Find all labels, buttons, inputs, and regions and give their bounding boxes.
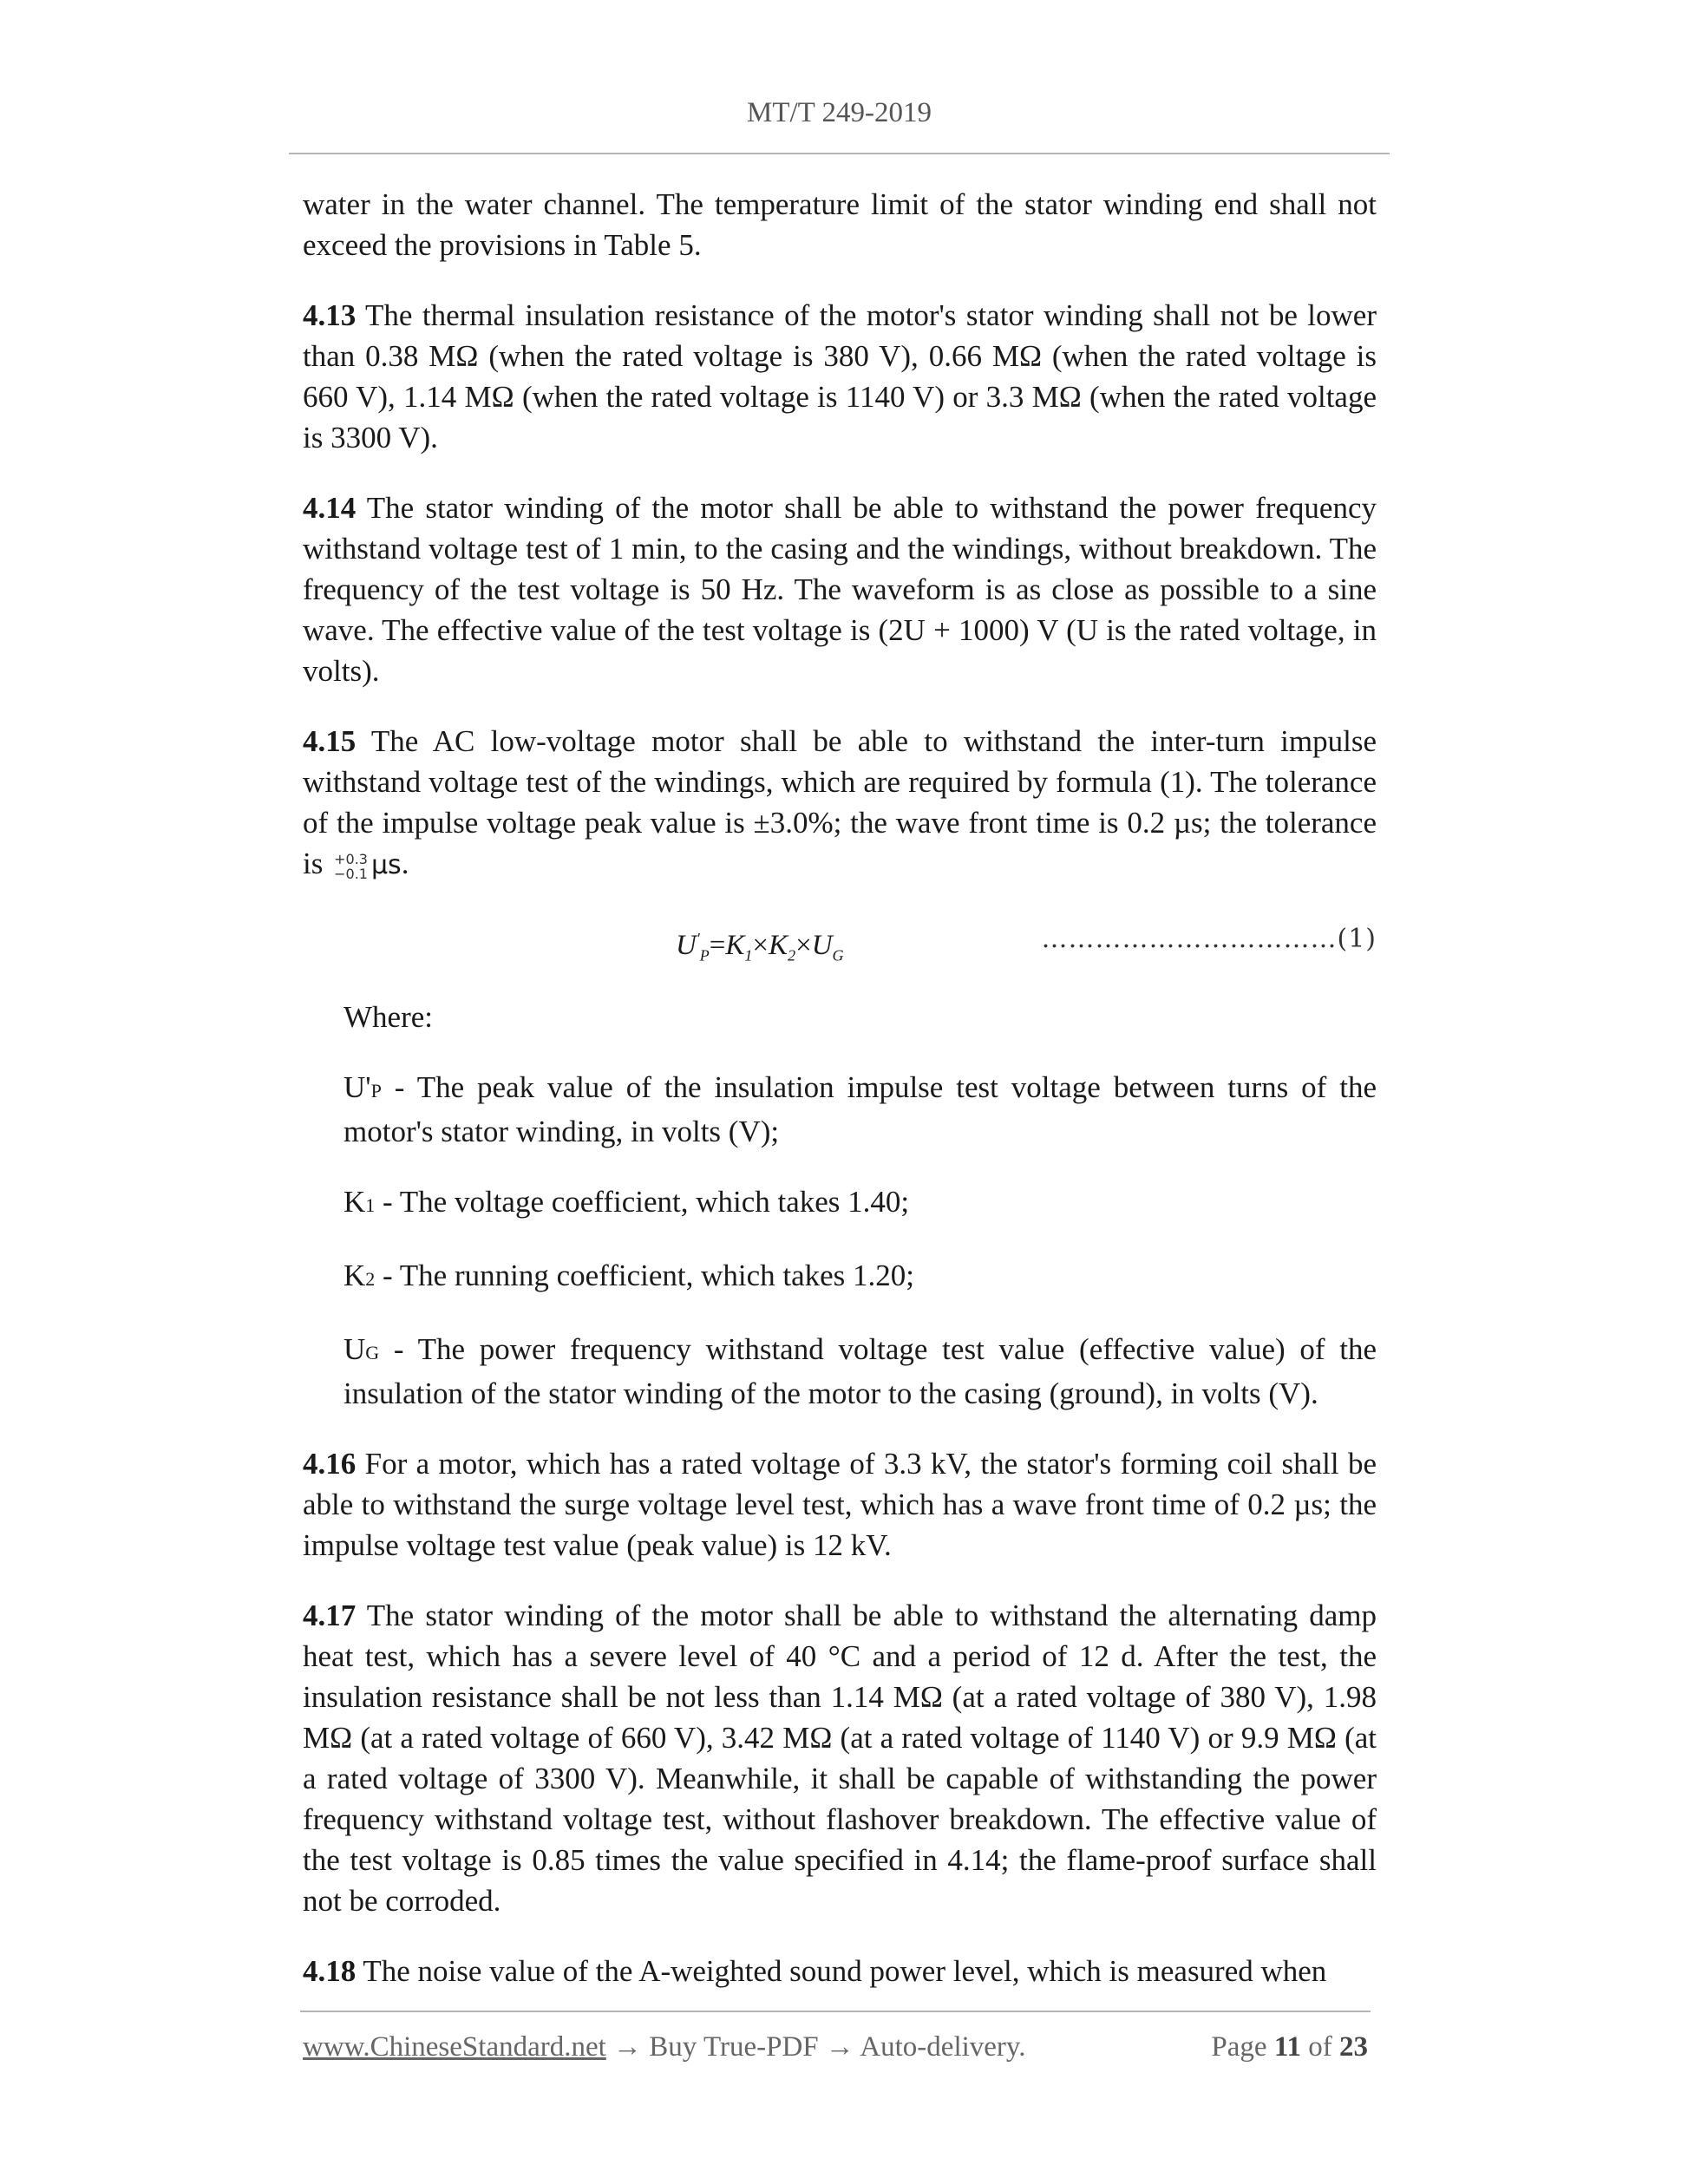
clause-text: The noise value of the A-weighted sound power level, which is measured when [356, 1954, 1327, 1988]
clause-4-17 [303, 1595, 1377, 1921]
formula-symbol: U [811, 930, 833, 961]
tolerance-unit: μs [370, 850, 402, 880]
tolerance-upper: +0.3 [334, 850, 368, 867]
clause-number: 4.17 [303, 1599, 357, 1632]
formula-1 [303, 915, 1377, 967]
definition-subscript: G [365, 1342, 380, 1363]
clause-4-14 [303, 487, 1377, 691]
clause-text: For a motor, which has a rated voltage of 3.3 kV, the stator's forming coil shall be able to withstand the surge voltage level test, which has a wave front time of 0.2 µs; the impulse voltage test value (peak value) is 12 kV. [303, 1447, 1377, 1562]
definition-subscript: P [370, 1080, 382, 1102]
site-link[interactable]: www.ChineseStandard.net [303, 2031, 606, 2063]
formula-operator: = [709, 930, 726, 961]
definition-symbol: U' [343, 1070, 371, 1104]
definition-symbol: K [343, 1259, 366, 1292]
definition-text: - The peak value of the insulation impulse test voltage between turns of the motor's stator winding, in volts (V); [343, 1070, 1377, 1148]
page-indicator [1211, 2031, 1368, 2063]
formula-operator: × [752, 930, 769, 961]
definition-text: - The power frequency withstand voltage test value (effective value) of the insulation of the stator winding of the motor to the casing (ground), in volts (V). [343, 1332, 1377, 1410]
of-label: of [1301, 2031, 1339, 2063]
clause-text: The AC low-voltage motor shall be able to withstand the inter-turn impulse withstand voltage test of the windings, which are required by formula (1). The tolerance of the impulse voltage peak value is ±3.0%; the wave front time is 0.2 µs; the tolerance is [303, 724, 1377, 880]
footer-links [303, 2031, 1026, 2063]
page-total: 23 [1339, 2031, 1368, 2063]
definition-symbol: U [343, 1332, 366, 1366]
clause-number: 4.14 [303, 491, 357, 525]
formula-reference: ……………………………(1) [1041, 924, 1377, 954]
clause-4-18 [303, 1951, 1377, 1991]
formula-symbol: U [676, 930, 697, 961]
page-number: 11 [1273, 2031, 1301, 2063]
formula-subscript: 2 [788, 946, 796, 964]
clause-text: The thermal insulation resistance of the motor's stator winding shall not be lower than 0.38 MΩ (when the rated voltage is 380 V), 0.66 MΩ (when the rated voltage is 660 V), 1.14 MΩ (when the rated voltage is 1140 V) or 3.3 MΩ (when the rated voltage is 3300 V). [303, 298, 1377, 454]
clause-4-13 [303, 295, 1377, 458]
definition-subscript: 2 [365, 1268, 376, 1290]
clause-4-15 [303, 721, 1377, 886]
formula-operator: × [795, 930, 812, 961]
page-header: MT/T 249-2019 [747, 97, 932, 128]
clause-4-16 [303, 1443, 1377, 1566]
definition-item [303, 1255, 1377, 1299]
where-label: Where: [343, 1000, 433, 1034]
formula-prime: ′ [696, 930, 700, 947]
clause-end: . [401, 847, 409, 880]
formula-expression [676, 919, 844, 977]
formula-subscript: 1 [744, 946, 753, 964]
clause-number: 4.13 [303, 298, 357, 332]
definition-text: - The running coefficient, which takes 1.20; [375, 1259, 915, 1292]
formula-subscript: P [699, 946, 710, 964]
definition-symbol: K [343, 1185, 366, 1219]
clause-text: The stator winding of the motor shall be able to withstand the power frequency withstand voltage test of 1 min, to the casing and the windings, without breakdown. The frequency of the test voltage is 50 Hz. The waveform is as close as possible to a sine wave. The effective value of the test voltage is (2U + 1000) V (U is the rated voltage, in volts). [303, 491, 1377, 688]
clause-number: 4.15 [303, 724, 357, 758]
page-label: Page [1211, 2031, 1274, 2063]
formula-subscript: G [832, 946, 844, 964]
paragraph-text: water in the water channel. The temperature limit of the stator winding end shall not exceed the provisions in Table 5. [303, 187, 1377, 262]
definition-text: - The voltage coefficient, which takes 1.40; [375, 1185, 910, 1219]
tolerance-stack [334, 852, 368, 881]
tolerance-lower: −0.1 [334, 865, 368, 882]
definition-subscript: 1 [365, 1194, 376, 1216]
footer-divider [300, 2011, 1371, 2012]
formula-symbol: K [769, 930, 788, 961]
definition-item [303, 1181, 1377, 1226]
formula-symbol: K [725, 930, 745, 961]
clause-text: The stator winding of the motor shall be able to withstand the alternating damp heat test, which has a severe level of 40 °C and a period of 12 d. After the test, the insulation resistance shall be not less than 1.14 MΩ (at a rated voltage of 380 V), 1.98 MΩ (at a rated voltage of 660 V), 3.42 MΩ (at a rated voltage of 1140 V) or 9.9 MΩ (at a rated voltage of 3300 V). Meanwhile, it shall be capable of withstanding the power frequency withstand voltage test, without flashover breakdown. The effective value of the test voltage is 0.85 times the value specified in 4.14; the flame-proof surface shall not be corroded. [303, 1599, 1377, 1918]
header-divider [289, 153, 1390, 154]
paragraph-continuation [303, 184, 1377, 265]
clause-number: 4.18 [303, 1954, 357, 1988]
definition-item [303, 1067, 1377, 1152]
document-body [303, 184, 1377, 2021]
clause-number: 4.16 [303, 1447, 357, 1481]
footer-tagline: → Buy True-PDF → Auto-delivery. [605, 2031, 1026, 2063]
definition-item [303, 1329, 1377, 1414]
